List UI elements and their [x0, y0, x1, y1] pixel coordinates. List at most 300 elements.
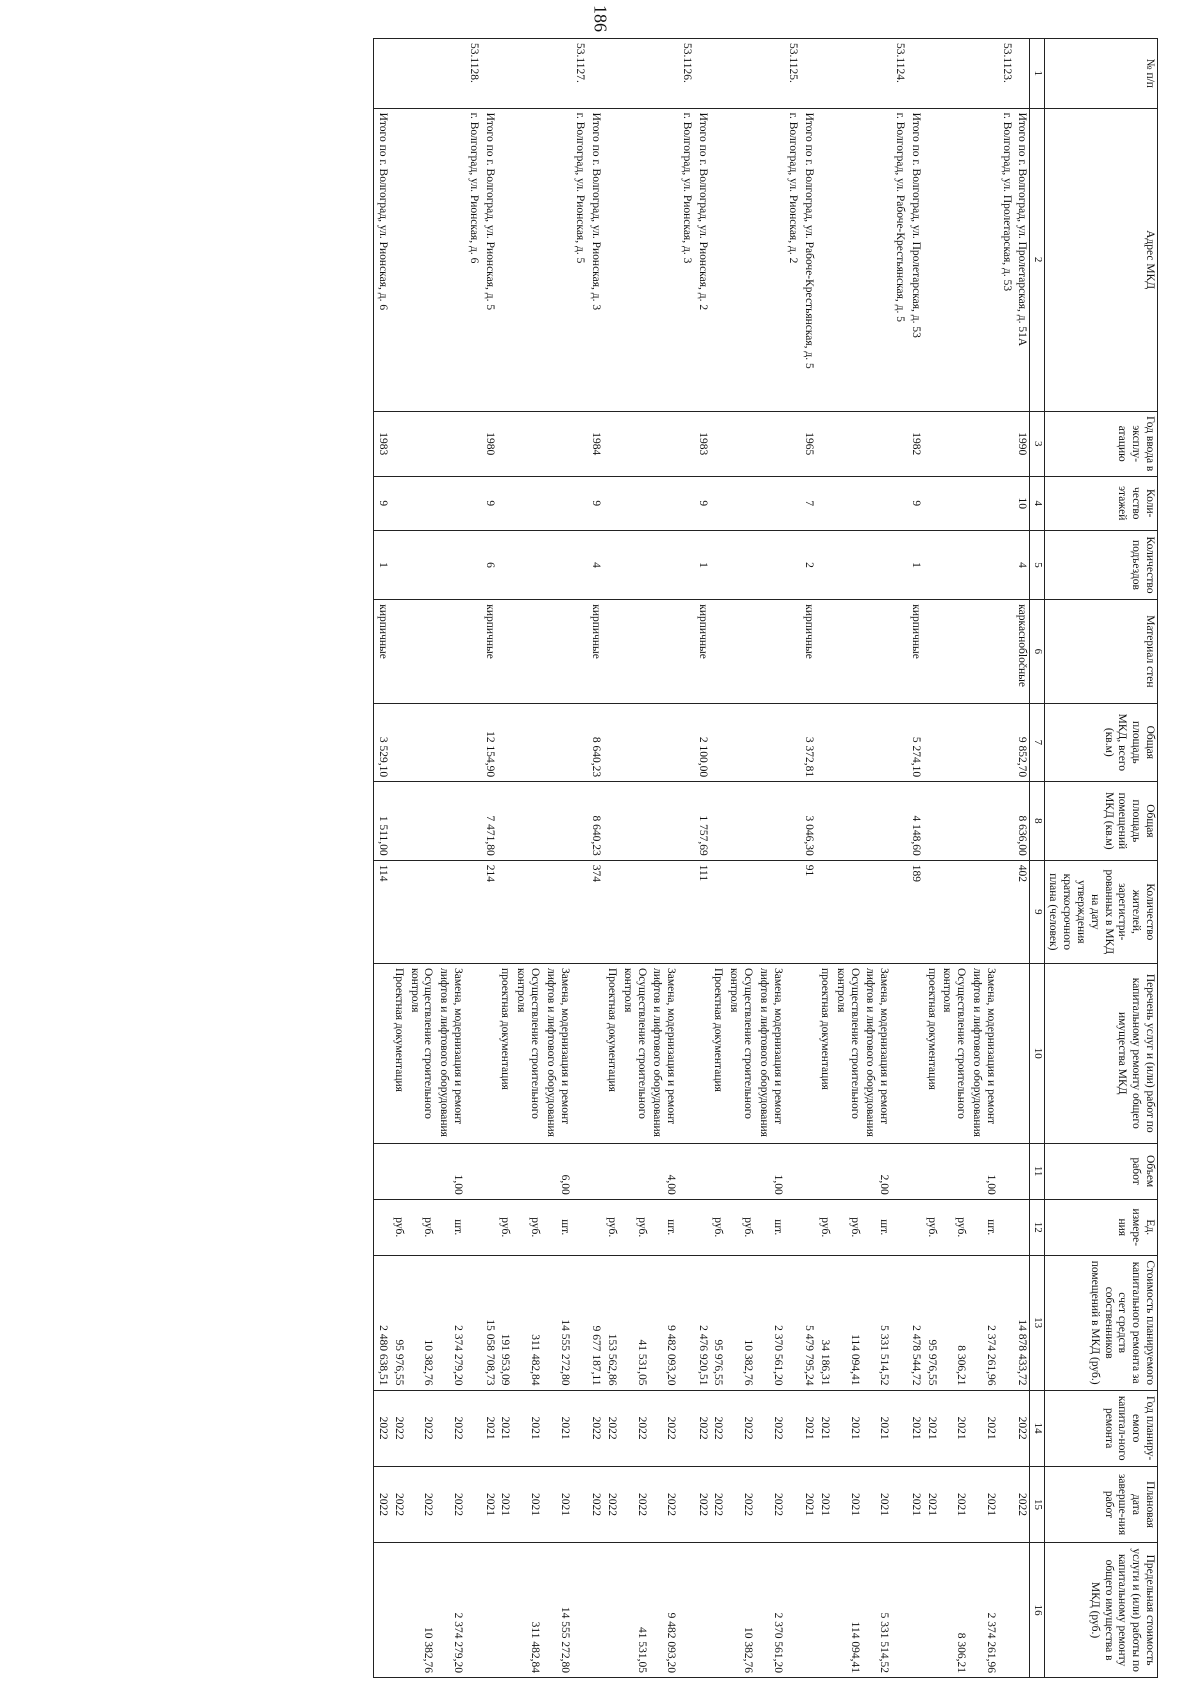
cell-entrances: 1: [694, 530, 710, 600]
cell-limit-cost: [891, 1543, 907, 1678]
cell-finish-date: 2022: [603, 1466, 619, 1542]
cell-total-area: [603, 703, 619, 782]
cell-commission-year: 1982: [907, 411, 923, 476]
cell-total-area: [816, 703, 832, 782]
cell-row-number: 53.1124.: [891, 39, 907, 109]
cell-service: [998, 963, 1014, 1143]
cell-commission-year: [603, 411, 619, 476]
cell-wall-material: [497, 600, 513, 703]
cell-cost: 191 953,09: [497, 1255, 513, 1390]
cell-cost: 311 482,84: [512, 1255, 542, 1390]
cell-unit: руб.: [939, 1199, 969, 1255]
cell-entrances: 6: [481, 530, 497, 600]
cell-total-area: [390, 703, 406, 782]
cell-cost: [998, 1255, 1014, 1390]
cell-row-number: [939, 39, 969, 109]
cell-unit: шт.: [649, 1199, 679, 1255]
cell-total-area: [968, 703, 998, 782]
cell-service: Осуществление строительного контроля: [406, 963, 436, 1143]
header-cell: Год ввода в эксплу-атацию: [1044, 411, 1157, 476]
cell-volume: [587, 1143, 603, 1199]
cell-limit-cost: 10 382,76: [406, 1543, 436, 1678]
cell-unit: [587, 1199, 603, 1255]
cell-finish-date: 2021: [542, 1466, 572, 1542]
cell-total-area: [755, 703, 785, 782]
cell-residents: 374: [587, 860, 603, 963]
cell-volume: [465, 1143, 481, 1199]
cell-residents: [968, 860, 998, 963]
cell-floors: 7: [800, 476, 816, 530]
cell-finish-date: 2021: [862, 1466, 892, 1542]
cell-address: [497, 108, 513, 411]
cell-plan-year: 2021: [481, 1390, 497, 1466]
cell-residents: [603, 860, 619, 963]
cell-limit-cost: 114 094,41: [832, 1543, 862, 1678]
house-row: [785, 39, 801, 1678]
cell-volume: [891, 1143, 907, 1199]
header-cell: Общая площадь помещений МКД (кв.м): [1044, 782, 1157, 861]
table-body: [374, 39, 1030, 1678]
cell-floors: [923, 476, 939, 530]
cell-row-number: [832, 39, 862, 109]
cell-limit-cost: [1014, 1543, 1030, 1678]
cell-entrances: 4: [587, 530, 603, 600]
cell-entrances: [512, 530, 542, 600]
column-number: 11: [1030, 1143, 1044, 1199]
cell-unit: руб.: [406, 1199, 436, 1255]
cell-address: [832, 108, 862, 411]
cell-cost: 34 186,31: [816, 1255, 832, 1390]
cell-floors: [832, 476, 862, 530]
cell-floors: [939, 476, 969, 530]
cell-wall-material: [678, 600, 694, 703]
cell-rooms-area: [726, 782, 756, 861]
cell-entrances: [435, 530, 465, 600]
cell-volume: 1,00: [435, 1143, 465, 1199]
cell-wall-material: кирпичные: [907, 600, 923, 703]
cell-plan-year: 2022: [587, 1390, 603, 1466]
cell-rooms-area: [923, 782, 939, 861]
cell-wall-material: [512, 600, 542, 703]
cell-address: Итого по г. Волгоград, ул. Рионская, д. 5: [481, 108, 497, 411]
cell-floors: [816, 476, 832, 530]
cell-volume: 1,00: [968, 1143, 998, 1199]
column-number-row: [1030, 39, 1044, 1678]
work-row: [619, 39, 649, 1678]
cell-commission-year: [939, 411, 969, 476]
cell-residents: [998, 860, 1014, 963]
cell-limit-cost: [694, 1543, 710, 1678]
cell-row-number: [755, 39, 785, 109]
cell-cost: [678, 1255, 694, 1390]
cell-unit: [998, 1199, 1014, 1255]
work-row: [816, 39, 832, 1678]
header-row: [1044, 39, 1157, 1678]
cell-floors: 9: [481, 476, 497, 530]
cell-row-number: [603, 39, 619, 109]
work-row: [832, 39, 862, 1678]
cell-row-number: [649, 39, 679, 109]
cell-wall-material: [891, 600, 907, 703]
cell-address: [862, 108, 892, 411]
cell-total-area: [939, 703, 969, 782]
cell-wall-material: кирпичные: [587, 600, 603, 703]
cell-limit-cost: [572, 1543, 588, 1678]
cell-finish-date: 2022: [1014, 1466, 1030, 1542]
cell-limit-cost: 41 531,05: [619, 1543, 649, 1678]
cell-service: Замена, модернизация и ремонт лифтов и лифтового оборудования: [649, 963, 679, 1143]
cell-cost: 153 562,86: [603, 1255, 619, 1390]
cell-residents: [678, 860, 694, 963]
cell-address: г. Волгоград, ул. Рионская, д. 5: [572, 108, 588, 411]
cell-residents: [785, 860, 801, 963]
cell-row-number: [497, 39, 513, 109]
cell-rooms-area: [435, 782, 465, 861]
cell-entrances: [785, 530, 801, 600]
cell-row-number: 53.1123.: [998, 39, 1014, 109]
cell-commission-year: [619, 411, 649, 476]
cell-row-number: [968, 39, 998, 109]
cell-service: [800, 963, 816, 1143]
work-row: [862, 39, 892, 1678]
cell-rooms-area: 4 148,60: [907, 782, 923, 861]
cell-row-number: [406, 39, 436, 109]
cell-rooms-area: 1 511,00: [374, 782, 390, 861]
cell-total-area: 5 274,10: [907, 703, 923, 782]
cell-commission-year: [435, 411, 465, 476]
cell-cost: 14 878 433,72: [1014, 1255, 1030, 1390]
cell-plan-year: 2022: [603, 1390, 619, 1466]
cell-cost: 14 555 272,80: [542, 1255, 572, 1390]
cell-wall-material: [435, 600, 465, 703]
cell-total-area: [862, 703, 892, 782]
cell-service: [572, 963, 588, 1143]
cell-total-area: [435, 703, 465, 782]
cell-address: г. Волгоград, ул. Рабоче-Крестьянская, д. 5: [891, 108, 907, 411]
cell-service: Замена, модернизация и ремонт лифтов и лифтового оборудования: [542, 963, 572, 1143]
cell-entrances: [678, 530, 694, 600]
column-number: 14: [1030, 1390, 1044, 1466]
cell-cost: 9 482 093,20: [649, 1255, 679, 1390]
cell-service: Проектная документация: [603, 963, 619, 1143]
cell-service: [785, 963, 801, 1143]
work-row: [968, 39, 998, 1678]
cell-unit: руб.: [726, 1199, 756, 1255]
cell-commission-year: [710, 411, 726, 476]
cell-residents: 114: [374, 860, 390, 963]
cell-unit: [800, 1199, 816, 1255]
cell-commission-year: [816, 411, 832, 476]
column-number: 3: [1030, 411, 1044, 476]
cell-volume: [678, 1143, 694, 1199]
cell-wall-material: [619, 600, 649, 703]
cell-finish-date: 2022: [406, 1466, 436, 1542]
cell-residents: [726, 860, 756, 963]
cell-cost: 95 976,55: [923, 1255, 939, 1390]
cell-unit: руб.: [512, 1199, 542, 1255]
cell-unit: [785, 1199, 801, 1255]
cell-unit: [678, 1199, 694, 1255]
cell-row-number: [374, 39, 390, 109]
cell-floors: [755, 476, 785, 530]
cell-residents: [923, 860, 939, 963]
cell-total-area: 3 529,10: [374, 703, 390, 782]
column-number: 7: [1030, 703, 1044, 782]
work-row: [390, 39, 406, 1678]
cell-floors: [726, 476, 756, 530]
cell-total-area: [619, 703, 649, 782]
cell-residents: [406, 860, 436, 963]
cell-service: [374, 963, 390, 1143]
cell-unit: [374, 1199, 390, 1255]
cell-wall-material: [465, 600, 481, 703]
cell-wall-material: кирпичные: [374, 600, 390, 703]
cell-floors: [497, 476, 513, 530]
total-row: [587, 39, 603, 1678]
cell-plan-year: 2021: [512, 1390, 542, 1466]
cell-total-area: [512, 703, 542, 782]
cell-limit-cost: [465, 1543, 481, 1678]
cell-finish-date: 2022: [390, 1466, 406, 1542]
cell-residents: [512, 860, 542, 963]
cell-wall-material: кирпичные: [694, 600, 710, 703]
header-cell: Коли-чество этажей: [1044, 476, 1157, 530]
cell-volume: [497, 1143, 513, 1199]
work-row: [649, 39, 679, 1678]
cell-entrances: 1: [907, 530, 923, 600]
cell-rooms-area: [862, 782, 892, 861]
header-cell: Общая площадь МКД, всего (кв.м): [1044, 703, 1157, 782]
house-row: [572, 39, 588, 1678]
cell-finish-date: 2022: [694, 1466, 710, 1542]
cell-service: Замена, модернизация и ремонт лифтов и лифтового оборудования: [862, 963, 892, 1143]
cell-cost: [465, 1255, 481, 1390]
cell-plan-year: 2021: [832, 1390, 862, 1466]
cell-entrances: [406, 530, 436, 600]
cell-residents: [891, 860, 907, 963]
cell-service: Замена, модернизация и ремонт лифтов и лифтового оборудования: [968, 963, 998, 1143]
cell-commission-year: [512, 411, 542, 476]
cell-floors: [572, 476, 588, 530]
cell-plan-year: 2021: [800, 1390, 816, 1466]
cell-rooms-area: 8 640,23: [587, 782, 603, 861]
cell-wall-material: [390, 600, 406, 703]
cell-limit-cost: 14 555 272,80: [542, 1543, 572, 1678]
cell-service: [891, 963, 907, 1143]
cell-cost: 2 480 638,51: [374, 1255, 390, 1390]
cell-volume: [939, 1143, 969, 1199]
cell-entrances: [572, 530, 588, 600]
cell-cost: 41 531,05: [619, 1255, 649, 1390]
cell-rooms-area: 3 046,30: [800, 782, 816, 861]
cell-volume: 4,00: [649, 1143, 679, 1199]
cell-commission-year: [542, 411, 572, 476]
cell-finish-date: [678, 1466, 694, 1542]
cell-cost: 2 476 920,51: [694, 1255, 710, 1390]
cell-total-area: [891, 703, 907, 782]
cell-limit-cost: 9 482 093,20: [649, 1543, 679, 1678]
cell-residents: [572, 860, 588, 963]
cell-rooms-area: [785, 782, 801, 861]
cell-unit: шт.: [542, 1199, 572, 1255]
cell-floors: [710, 476, 726, 530]
cell-entrances: [891, 530, 907, 600]
cell-residents: 91: [800, 860, 816, 963]
cell-plan-year: [891, 1390, 907, 1466]
cell-floors: [862, 476, 892, 530]
cell-plan-year: 2021: [497, 1390, 513, 1466]
cell-residents: [939, 860, 969, 963]
cell-plan-year: 2022: [710, 1390, 726, 1466]
cell-address: Итого по г. Волгоград, ул. Рионская, д. 6: [374, 108, 390, 411]
cell-address: [816, 108, 832, 411]
cell-service: Замена, модернизация и ремонт лифтов и лифтового оборудования: [755, 963, 785, 1143]
cell-volume: [603, 1143, 619, 1199]
cell-volume: [572, 1143, 588, 1199]
cell-unit: шт.: [435, 1199, 465, 1255]
cell-cost: 95 976,55: [710, 1255, 726, 1390]
cell-limit-cost: [587, 1543, 603, 1678]
cell-row-number: [481, 39, 497, 109]
cell-row-number: [587, 39, 603, 109]
cell-cost: 2 370 561,20: [755, 1255, 785, 1390]
cell-unit: шт.: [968, 1199, 998, 1255]
cell-unit: [572, 1199, 588, 1255]
cell-residents: [649, 860, 679, 963]
cell-residents: [435, 860, 465, 963]
cell-cost: 10 382,76: [406, 1255, 436, 1390]
cell-wall-material: [726, 600, 756, 703]
cell-row-number: [923, 39, 939, 109]
total-row: [374, 39, 390, 1678]
cell-floors: 9: [907, 476, 923, 530]
cell-row-number: [694, 39, 710, 109]
cell-residents: [542, 860, 572, 963]
cell-cost: [572, 1255, 588, 1390]
column-number: 16: [1030, 1543, 1044, 1678]
cell-floors: 10: [1014, 476, 1030, 530]
cell-commission-year: [406, 411, 436, 476]
cell-finish-date: 2022: [755, 1466, 785, 1542]
cell-service: [907, 963, 923, 1143]
cell-commission-year: [862, 411, 892, 476]
cell-cost: 2 478 544,72: [907, 1255, 923, 1390]
cell-unit: [891, 1199, 907, 1255]
header-cell: Год планиру-емого капитал-ного ремонта: [1044, 1390, 1157, 1466]
cell-limit-cost: [390, 1543, 406, 1678]
column-number: 10: [1030, 963, 1044, 1143]
cell-row-number: [435, 39, 465, 109]
work-row: [755, 39, 785, 1678]
cell-volume: [923, 1143, 939, 1199]
cell-address: [603, 108, 619, 411]
cell-floors: [619, 476, 649, 530]
cell-address: [619, 108, 649, 411]
cell-limit-cost: [816, 1543, 832, 1678]
cell-service: Осуществление строительного контроля: [832, 963, 862, 1143]
cell-plan-year: [678, 1390, 694, 1466]
cell-commission-year: [923, 411, 939, 476]
cell-address: [435, 108, 465, 411]
cell-limit-cost: 8 306,21: [939, 1543, 969, 1678]
cell-entrances: [465, 530, 481, 600]
cell-floors: [465, 476, 481, 530]
cell-plan-year: 2021: [939, 1390, 969, 1466]
cell-wall-material: [968, 600, 998, 703]
cell-total-area: 12 154,90: [481, 703, 497, 782]
cell-volume: [816, 1143, 832, 1199]
cell-total-area: [998, 703, 1014, 782]
cell-total-area: [542, 703, 572, 782]
cell-wall-material: каркаснобločные: [1014, 600, 1030, 703]
cell-entrances: [816, 530, 832, 600]
cell-rooms-area: [816, 782, 832, 861]
cell-floors: [891, 476, 907, 530]
cell-commission-year: [891, 411, 907, 476]
cell-wall-material: [923, 600, 939, 703]
cell-unit: [465, 1199, 481, 1255]
cell-rooms-area: [603, 782, 619, 861]
column-number: 2: [1030, 108, 1044, 411]
cell-unit: руб.: [923, 1199, 939, 1255]
cell-total-area: [923, 703, 939, 782]
cell-volume: [800, 1143, 816, 1199]
cell-address: [923, 108, 939, 411]
cell-volume: [481, 1143, 497, 1199]
cell-wall-material: [406, 600, 436, 703]
cell-plan-year: 2022: [390, 1390, 406, 1466]
cell-rooms-area: [542, 782, 572, 861]
cell-limit-cost: [497, 1543, 513, 1678]
cell-finish-date: 2021: [907, 1466, 923, 1542]
cell-address: [649, 108, 679, 411]
cell-address: Итого по г. Волгоград, ул. Пролетарская, д. 53: [907, 108, 923, 411]
cell-unit: руб.: [497, 1199, 513, 1255]
cell-address: [542, 108, 572, 411]
column-number: 15: [1030, 1466, 1044, 1542]
cell-volume: [907, 1143, 923, 1199]
cell-cost: 95 976,55: [390, 1255, 406, 1390]
cell-rooms-area: [968, 782, 998, 861]
cell-wall-material: [603, 600, 619, 703]
cell-residents: [862, 860, 892, 963]
work-row: [435, 39, 465, 1678]
cell-finish-date: 2021: [481, 1466, 497, 1542]
cell-cost: 5 479 795,24: [800, 1255, 816, 1390]
cell-address: г. Волгоград, ул. Рионская, д. 2: [785, 108, 801, 411]
cell-row-number: [1014, 39, 1030, 109]
cell-finish-date: 2022: [710, 1466, 726, 1542]
cell-rooms-area: [649, 782, 679, 861]
cell-entrances: [710, 530, 726, 600]
cell-plan-year: [465, 1390, 481, 1466]
cell-limit-cost: [800, 1543, 816, 1678]
house-row: [891, 39, 907, 1678]
cell-row-number: [542, 39, 572, 109]
work-row: [512, 39, 542, 1678]
capital-repair-table: [373, 38, 1158, 1678]
cell-residents: [710, 860, 726, 963]
column-number: 13: [1030, 1255, 1044, 1390]
cell-limit-cost: [374, 1543, 390, 1678]
work-row: [726, 39, 756, 1678]
cell-row-number: 53.1128.: [465, 39, 481, 109]
cell-cost: [891, 1255, 907, 1390]
header-cell: Материал стен: [1044, 600, 1157, 703]
cell-limit-cost: 2 370 561,20: [755, 1543, 785, 1678]
cell-cost: 9 677 187,11: [587, 1255, 603, 1390]
cell-cost: 114 094,41: [832, 1255, 862, 1390]
